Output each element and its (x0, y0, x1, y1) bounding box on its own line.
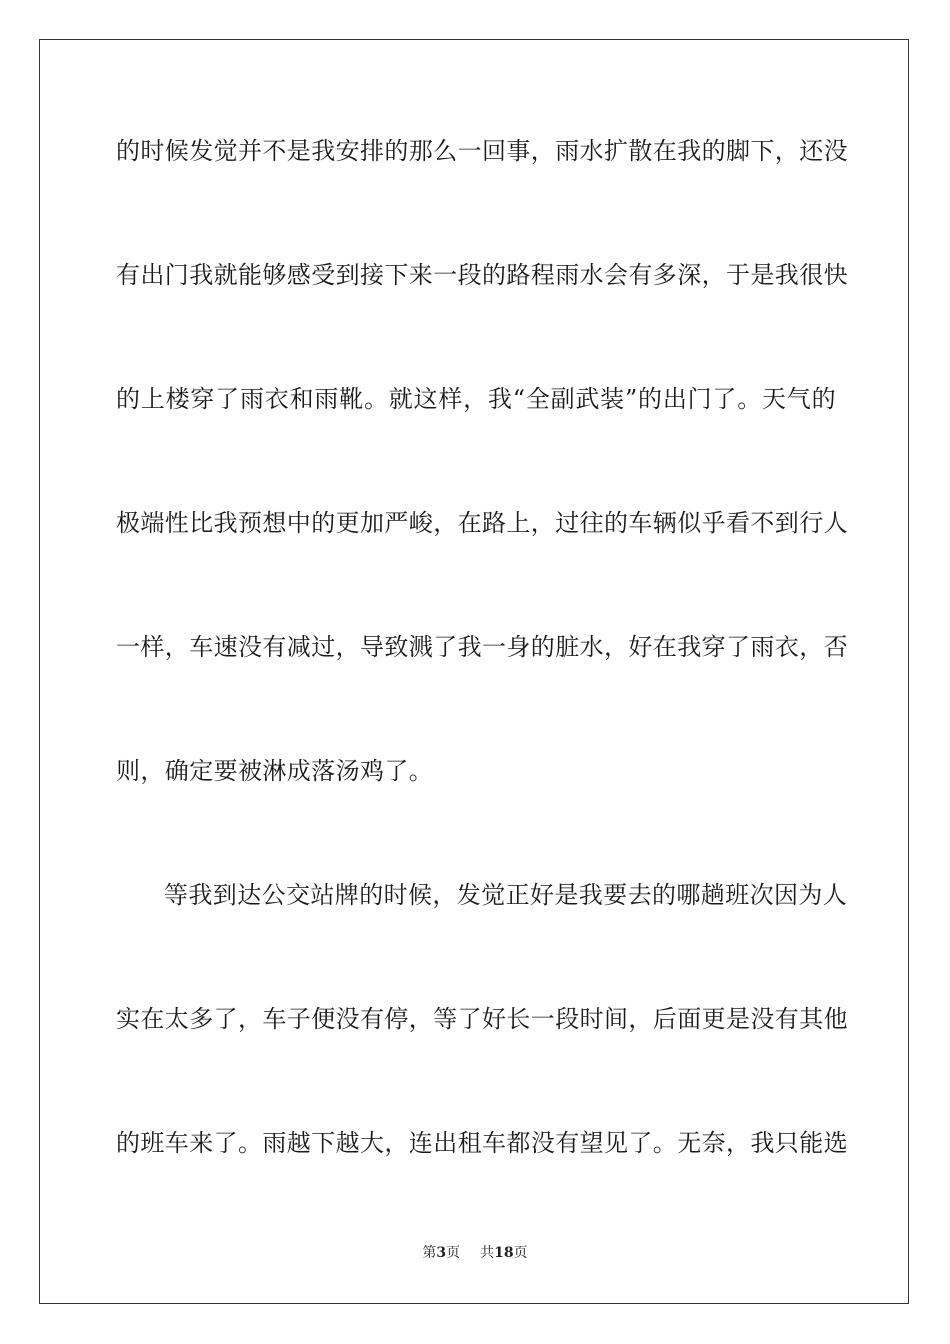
text-line-3: 的上楼穿了雨衣和雨靴。就这样，我“全副武装”的出门了。天气的 (116, 385, 836, 413)
text-line-5: 一样，车速没有减过，导致溅了我一身的脏水，好在我穿了雨衣，否 (116, 633, 848, 661)
page-border (39, 39, 909, 1304)
text-line-8: 实在太多了，车子便没有停，等了好长一段时间，后面更是没有其他 (116, 1005, 848, 1033)
text-line-2: 有出门我就能够感受到接下来一段的路程雨水会有多深，于是我很快 (116, 261, 848, 289)
total-pages-indicator: 共18页 (480, 1245, 528, 1261)
page-footer (0, 1244, 950, 1262)
text-line-6: 则，确定要被淋成落汤鸡了。 (116, 757, 434, 785)
page-indicator: 第3页 (422, 1245, 461, 1261)
text-line-9: 的班车来了。雨越下越大，连出租车都没有望见了。无奈，我只能选 (116, 1129, 848, 1157)
text-line-7: 等我到达公交站牌的时候，发觉正好是我要去的哪趟班次因为人 (164, 881, 848, 909)
text-line-1: 的时候发觉并不是我安排的那么一回事，雨水扩散在我的脚下，还没 (116, 137, 848, 165)
text-line-4: 极端性比我预想中的更加严峻，在路上，过往的车辆似乎看不到行人 (116, 509, 848, 537)
